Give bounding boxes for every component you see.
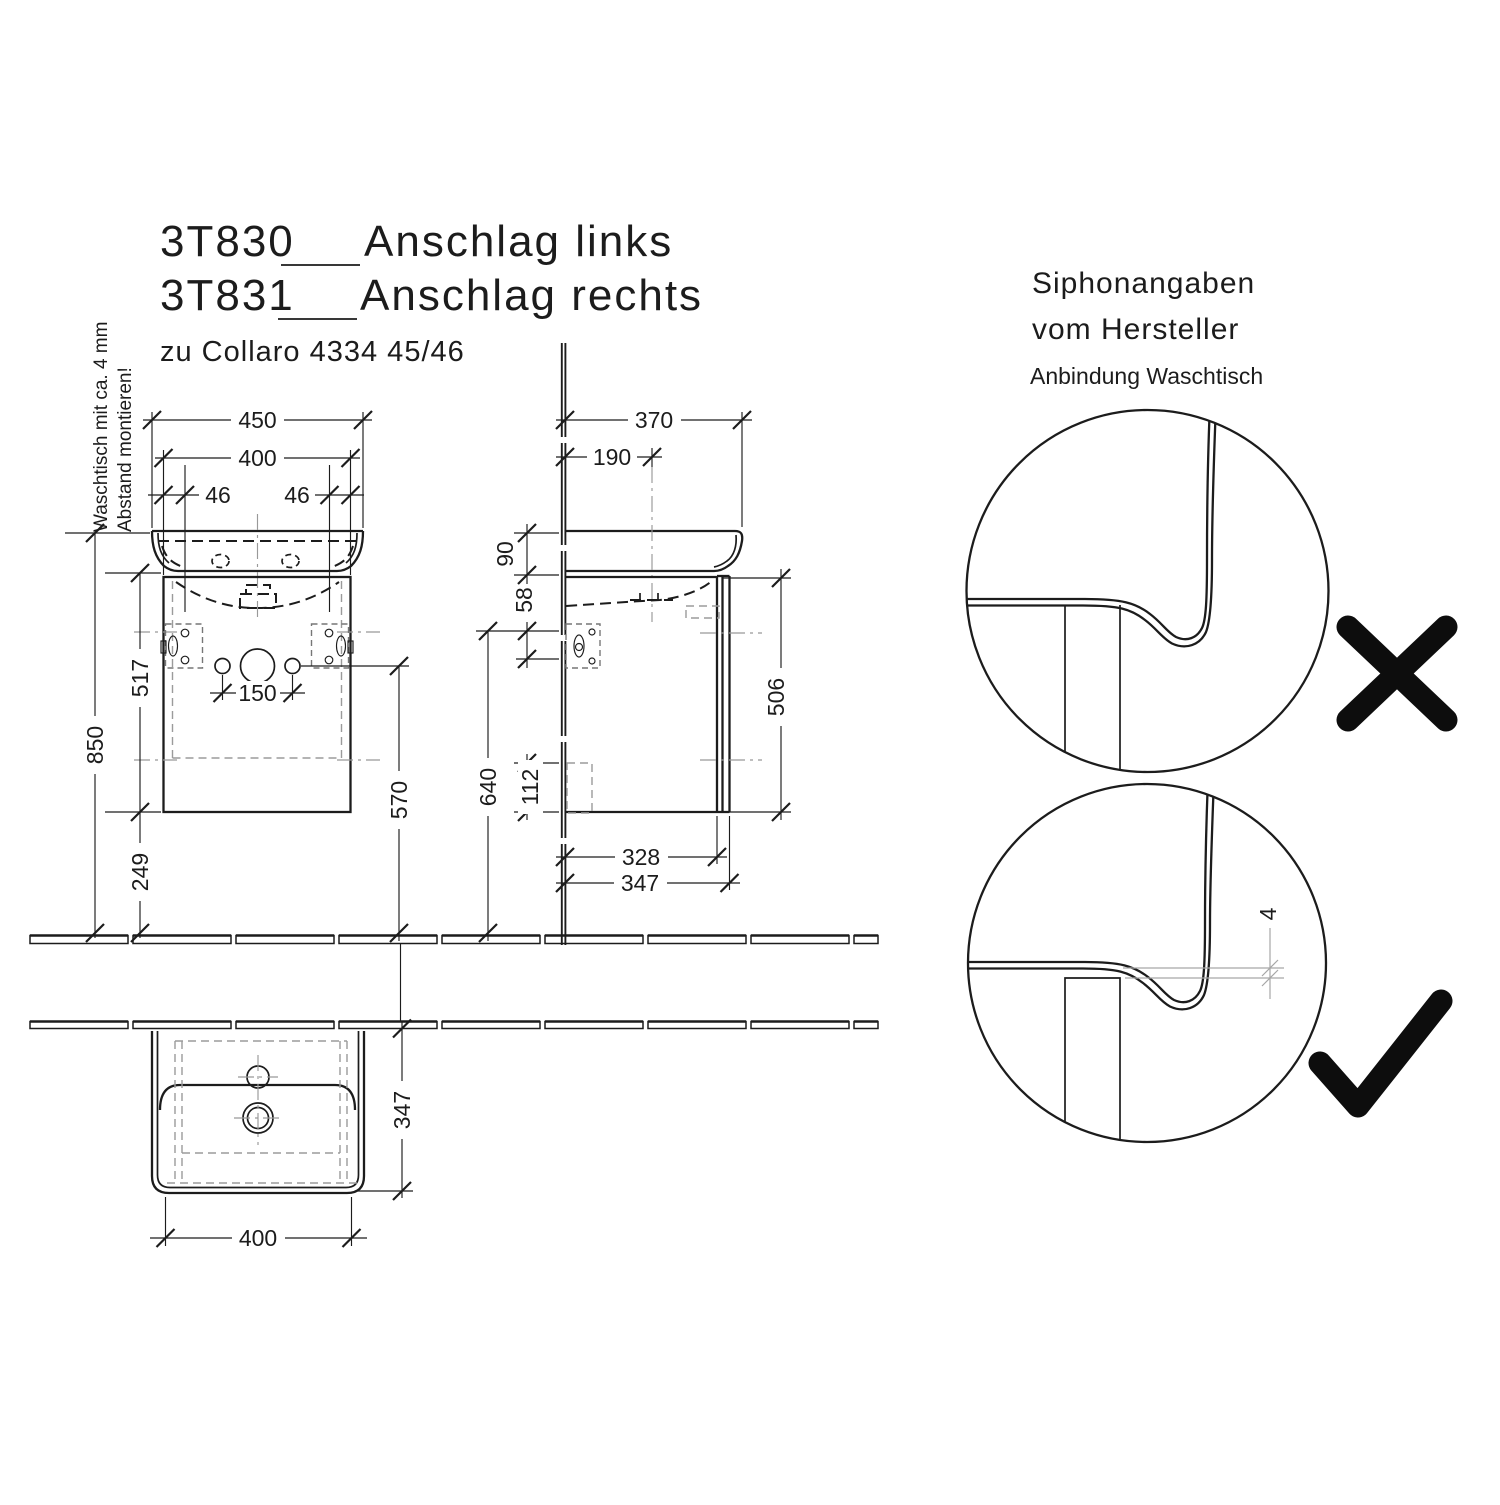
side-basin bbox=[566, 448, 742, 622]
dim-door-height: 506 bbox=[763, 677, 789, 717]
detail-wrong-circle bbox=[958, 404, 1329, 790]
dim-hinge-right: 46 bbox=[284, 482, 310, 508]
top-dimensions bbox=[150, 1020, 415, 1252]
model-code-right: 3T831 bbox=[160, 271, 295, 320]
dim-cabinet-depth: 328 bbox=[621, 844, 661, 870]
dim-basin-width: 450 bbox=[238, 407, 277, 433]
dimension-ticks bbox=[157, 1020, 412, 1248]
dim-bottom-recess: 112 bbox=[517, 768, 543, 806]
model-label-right: Anschlag rechts bbox=[360, 271, 704, 320]
front-basin bbox=[152, 514, 363, 617]
dim-rim-height: 90 bbox=[492, 541, 518, 567]
model-code-left: 3T830 bbox=[160, 217, 295, 266]
dim-total-height: 850 bbox=[82, 725, 108, 765]
note-line-2: Abstand montieren! bbox=[115, 367, 136, 532]
detail-correct-circle bbox=[958, 778, 1326, 1160]
x-mark-icon bbox=[1348, 627, 1446, 720]
dim-bracket-top-height: 640 bbox=[475, 767, 501, 807]
detail-panel bbox=[958, 267, 1446, 1160]
check-mark-icon bbox=[1320, 1001, 1441, 1106]
mounting-note bbox=[91, 322, 136, 532]
dim-tap-center: 190 bbox=[592, 444, 632, 470]
mounting-plate-left bbox=[161, 624, 203, 668]
dim-hole-spacing: 150 bbox=[238, 680, 277, 706]
dim-hinge-left: 46 bbox=[205, 482, 231, 508]
side-cabinet bbox=[566, 576, 762, 813]
wall-bracket bbox=[566, 624, 600, 668]
dim-basin-depth: 370 bbox=[634, 407, 674, 433]
dim-cabinet-width: 400 bbox=[238, 445, 277, 471]
dim-gap: 4 bbox=[1255, 907, 1281, 921]
drill-holes bbox=[215, 649, 300, 683]
floor-line bbox=[30, 936, 878, 944]
note-line-1: Waschtisch mit ca. 4 mm bbox=[91, 321, 112, 532]
wall-line-top-view bbox=[30, 1022, 878, 1029]
top-view bbox=[150, 1020, 415, 1252]
side-dimensions bbox=[475, 407, 791, 942]
title-block bbox=[160, 217, 703, 368]
mounting-plate-right bbox=[312, 624, 354, 668]
dim-bracket-height: 58 bbox=[511, 587, 537, 613]
top-basin bbox=[152, 1031, 364, 1193]
dim-floor-clearance: 249 bbox=[127, 852, 153, 892]
dim-top-width: 400 bbox=[238, 1225, 278, 1251]
dim-hole-height: 570 bbox=[386, 780, 412, 820]
detail-heading: Anbindung Waschtisch bbox=[1030, 363, 1264, 389]
dim-cabinet-height: 517 bbox=[127, 658, 153, 698]
side-view bbox=[475, 343, 791, 945]
dim-total-depth: 347 bbox=[620, 870, 660, 896]
subtitle: zu Collaro 4334 45/46 bbox=[160, 336, 465, 368]
watermark-line-1: Siphonangaben bbox=[1032, 267, 1256, 300]
watermark-line-2: vom Hersteller bbox=[1032, 313, 1240, 346]
wall-line-side bbox=[562, 343, 566, 945]
dim-top-depth: 347 bbox=[389, 1090, 415, 1130]
model-label-left: Anschlag links bbox=[364, 217, 674, 266]
